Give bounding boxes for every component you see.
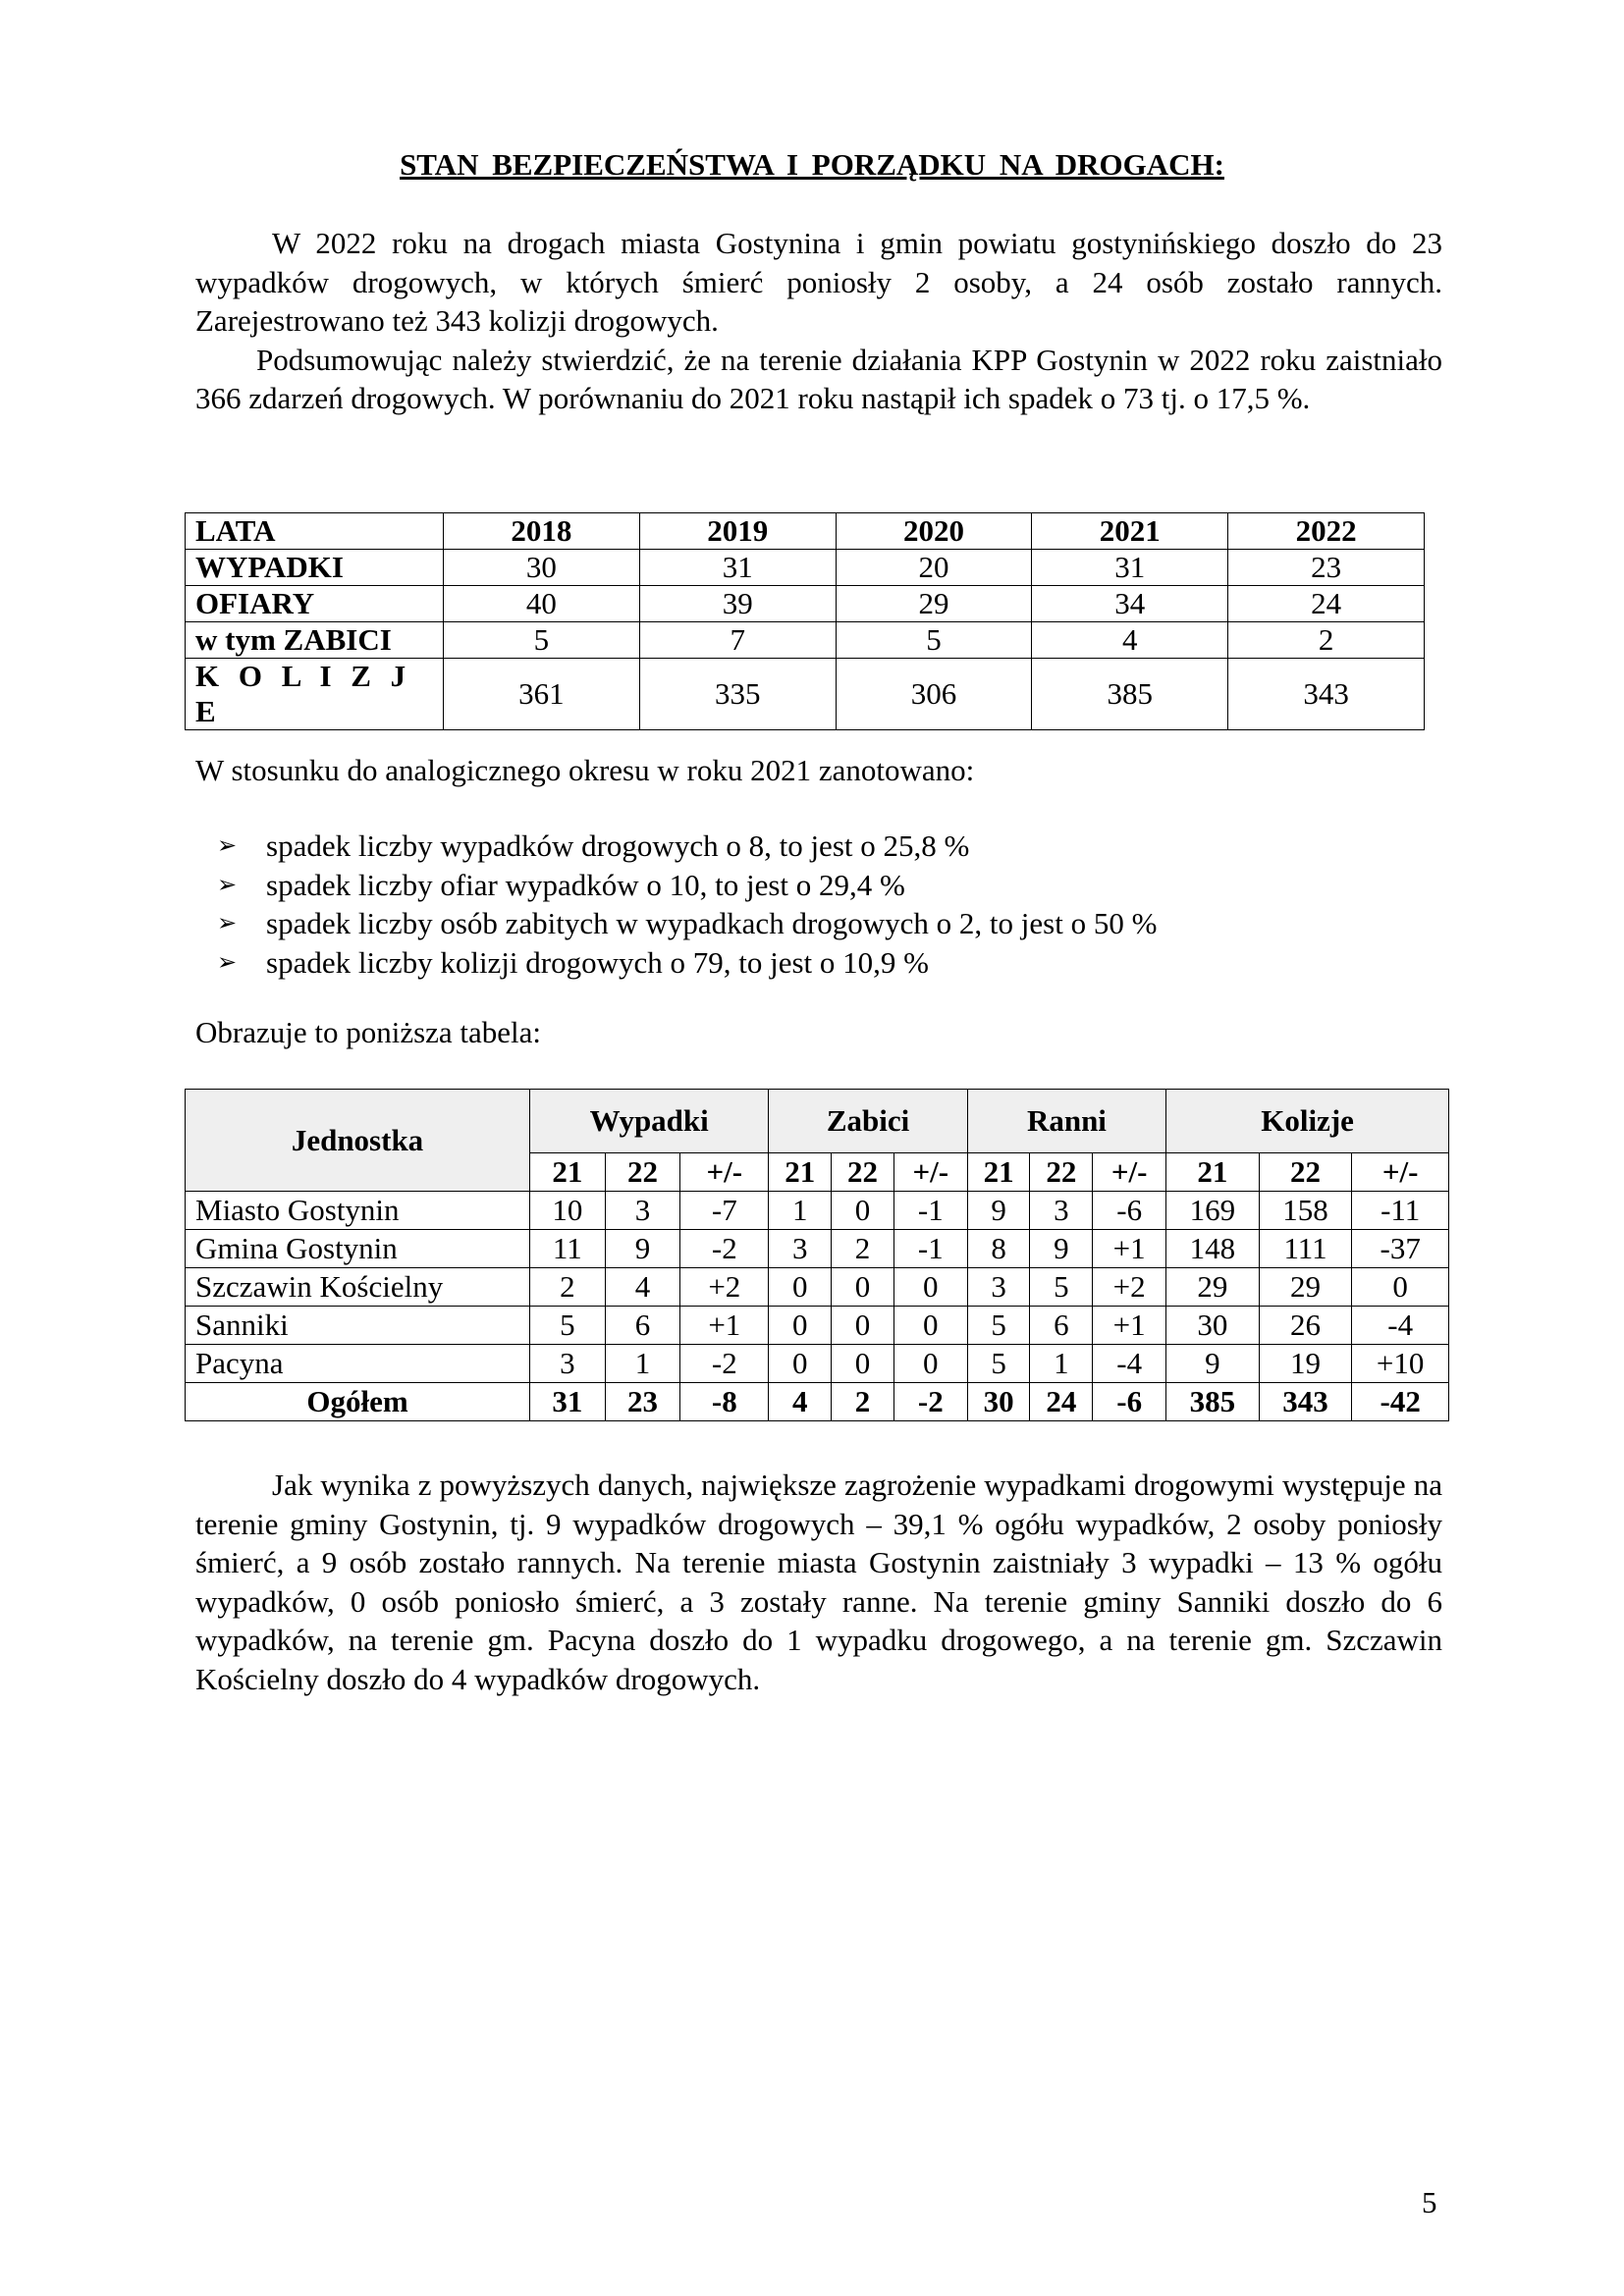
unit-name: Pacyna (186, 1345, 530, 1383)
table-cell: 24 (1228, 586, 1425, 622)
subheader-cell: 21 (967, 1153, 1030, 1192)
list-item-text: spadek liczby wypadków drogowych o 8, to jest o 25,8 % (266, 828, 970, 863)
table-cell: -7 (680, 1192, 769, 1230)
table-cell: +1 (680, 1307, 769, 1345)
table-cell: 9 (1166, 1345, 1260, 1383)
table-cell: 0 (832, 1345, 894, 1383)
table-row (186, 550, 1425, 586)
table-cell: 26 (1259, 1307, 1352, 1345)
table-cell: +1 (1093, 1307, 1166, 1345)
table-cell: 1 (605, 1345, 680, 1383)
table-cell: 29 (1259, 1268, 1352, 1307)
table-cell: 361 (444, 659, 640, 730)
page-title: STAN BEZPIECZEŃSTWA I PORZĄDKU NA DROGACH: (400, 147, 1224, 182)
table-cell: 5 (836, 622, 1032, 659)
subheader-cell: 22 (1030, 1153, 1093, 1192)
table-cell: -42 (1352, 1383, 1449, 1421)
list-item-text: spadek liczby osób zabitych w wypadkach drogowych o 2, to jest o 50 % (266, 906, 1158, 940)
table-cell: 158 (1259, 1192, 1352, 1230)
table-intro: Obrazuje to poniższa tabela: (195, 1015, 542, 1049)
table-row (186, 1230, 1449, 1268)
table-cell: 2 (530, 1268, 606, 1307)
subheader-cell: 22 (605, 1153, 680, 1192)
row-label: OFIARY (186, 586, 444, 622)
table-cell: -1 (893, 1230, 967, 1268)
table-cell: 0 (769, 1268, 832, 1307)
table-cell: 3 (769, 1230, 832, 1268)
table-row (186, 586, 1425, 622)
subheader-cell: +/- (893, 1153, 967, 1192)
table-cell: +2 (1093, 1268, 1166, 1307)
table-cell: 7 (639, 622, 836, 659)
table-row (186, 1307, 1449, 1345)
table-cell: 5 (1030, 1268, 1093, 1307)
header-cell: LATA (186, 513, 444, 550)
table-cell: -37 (1352, 1230, 1449, 1268)
table-cell: 31 (530, 1383, 606, 1421)
row-label: K O L I Z J E (186, 659, 444, 730)
list-item (217, 943, 1157, 983)
table-cell: 6 (605, 1307, 680, 1345)
table-cell: 1 (1030, 1345, 1093, 1383)
table-cell: 385 (1032, 659, 1228, 730)
table-cell: -11 (1352, 1192, 1449, 1230)
table-row (186, 659, 1425, 730)
table-cell: 31 (1032, 550, 1228, 586)
intro-paragraph-1: W 2022 roku na drogach miasta Gostynina i gmin powiatu gostynińskiego doszło do 23 wypadków drogowych, w których śmierć poniosły 2 osoby, a 24 osób zostało rannych. Zarejestrowano też 343 kolizji drogowych. (195, 226, 1442, 338)
table-cell: 30 (1166, 1307, 1260, 1345)
table-cell: 9 (605, 1230, 680, 1268)
table-cell: 3 (605, 1192, 680, 1230)
table-cell: 3 (967, 1268, 1030, 1307)
table-cell: 39 (639, 586, 836, 622)
table-cell: 10 (530, 1192, 606, 1230)
table-cell: 8 (967, 1230, 1030, 1268)
subheader-cell: 22 (1259, 1153, 1352, 1192)
subheader-cell: +/- (1093, 1153, 1166, 1192)
table-cell: +2 (680, 1268, 769, 1307)
header-cell: 2019 (639, 513, 836, 550)
table-cell: 0 (893, 1345, 967, 1383)
table-cell: 0 (832, 1268, 894, 1307)
table-cell: 30 (967, 1383, 1030, 1421)
table-cell: 3 (530, 1345, 606, 1383)
row-label: w tym ZABICI (186, 622, 444, 659)
unit-name: Sanniki (186, 1307, 530, 1345)
group-header: Wypadki (530, 1090, 769, 1153)
table-cell: 0 (893, 1268, 967, 1307)
table-cell: 4 (1032, 622, 1228, 659)
table-cell: 23 (1228, 550, 1425, 586)
table-cell: 335 (639, 659, 836, 730)
subheader-cell: 21 (530, 1153, 606, 1192)
table-row (186, 1268, 1449, 1307)
table-cell: -4 (1093, 1345, 1166, 1383)
table-cell: 5 (967, 1345, 1030, 1383)
table-cell: 2 (1228, 622, 1425, 659)
table-cell: -6 (1093, 1383, 1166, 1421)
table-cell: 5 (530, 1307, 606, 1345)
table-group-header-row (186, 1090, 1449, 1153)
list-item (217, 827, 1157, 866)
arrowhead-bullet-icon: ➢ (217, 870, 238, 898)
table-cell: +1 (1093, 1230, 1166, 1268)
table-cell: 9 (967, 1192, 1030, 1230)
intro-section (195, 224, 1442, 418)
table-cell: 2 (832, 1230, 894, 1268)
table-cell: 31 (639, 550, 836, 586)
table-cell: 0 (769, 1345, 832, 1383)
table-cell: 0 (893, 1307, 967, 1345)
yearly-statistics-table (185, 512, 1425, 730)
table-cell: 111 (1259, 1230, 1352, 1268)
list-item-text: spadek liczby ofiar wypadków o 10, to jest o 29,4 % (266, 867, 905, 902)
table-header-row (186, 513, 1425, 550)
table-cell: 343 (1259, 1383, 1352, 1421)
group-header: Ranni (967, 1090, 1165, 1153)
table-cell: 23 (605, 1383, 680, 1421)
table-cell: -2 (680, 1345, 769, 1383)
row-label: WYPADKI (186, 550, 444, 586)
table-cell: 343 (1228, 659, 1425, 730)
table-cell: 19 (1259, 1345, 1352, 1383)
page-number: 5 (1422, 2185, 1437, 2219)
table-cell: 3 (1030, 1192, 1093, 1230)
table-cell: 4 (605, 1268, 680, 1307)
subheader-cell: +/- (680, 1153, 769, 1192)
unit-header: Jednostka (186, 1090, 530, 1192)
list-item-text: spadek liczby kolizji drogowych o 79, to jest o 10,9 % (266, 944, 929, 980)
table-cell: 169 (1166, 1192, 1260, 1230)
table-cell: 40 (444, 586, 640, 622)
unit-name: Ogółem (186, 1383, 530, 1421)
header-cell: 2022 (1228, 513, 1425, 550)
table-cell: -8 (680, 1383, 769, 1421)
table-cell: 11 (530, 1230, 606, 1268)
table-cell: 30 (444, 550, 640, 586)
table-cell: -4 (1352, 1307, 1449, 1345)
table-cell: 29 (1166, 1268, 1260, 1307)
subheader-cell: 21 (1166, 1153, 1260, 1192)
table-cell: -6 (1093, 1192, 1166, 1230)
table-cell: 24 (1030, 1383, 1093, 1421)
table-cell: 0 (769, 1307, 832, 1345)
comparison-intro: W stosunku do analogicznego okresu w roku 2021 zanotowano: (195, 753, 975, 787)
units-statistics-table (185, 1089, 1449, 1421)
intro-paragraph-2: Podsumowując należy stwierdzić, że na terenie działania KPP Gostynin w 2022 roku zaistniało 366 zdarzeń drogowych. W porównaniu do 2021 roku nastąpił ich spadek o 73 tj. o 17,5 %. (195, 342, 1442, 415)
unit-name: Miasto Gostynin (186, 1192, 530, 1230)
table-cell: 6 (1030, 1307, 1093, 1345)
table-cell: 385 (1166, 1383, 1260, 1421)
table-cell: 2 (832, 1383, 894, 1421)
table-cell: 9 (1030, 1230, 1093, 1268)
table-cell: 4 (769, 1383, 832, 1421)
table-cell: 0 (832, 1192, 894, 1230)
table-row (186, 1345, 1449, 1383)
header-cell: 2018 (444, 513, 640, 550)
arrowhead-bullet-icon: ➢ (217, 909, 238, 936)
table-cell: 148 (1166, 1230, 1260, 1268)
table-row (186, 1192, 1449, 1230)
comparison-list (217, 827, 1157, 982)
header-cell: 2021 (1032, 513, 1228, 550)
unit-name: Szczawin Kościelny (186, 1268, 530, 1307)
table-cell: 5 (967, 1307, 1030, 1345)
table-cell: 34 (1032, 586, 1228, 622)
table-cell: 0 (832, 1307, 894, 1345)
table-cell: 1 (769, 1192, 832, 1230)
table-total-row (186, 1383, 1449, 1421)
table-cell: 5 (444, 622, 640, 659)
group-header: Kolizje (1166, 1090, 1449, 1153)
table-cell: 306 (836, 659, 1032, 730)
table-cell: -2 (680, 1230, 769, 1268)
summary-paragraph: Jak wynika z powyższych danych, największe zagrożenie wypadkami drogowymi występuje na terenie gminy Gostynin, tj. 9 wypadków drogowych – 39,1 % ogółu wypadków, 2 osoby poniosły śmierć, a 9 osób zostało rannych. Na terenie miasta Gostynin zaistniały 3 wypadki – 13 % ogółu wypadków, 0 osób poniosło śmierć, a 3 zostały ranne. Na terenie gminy Sanniki doszło do 6 wypadków, na terenie gm. Pacyna doszło do 1 wypadku drogowego, a na terenie gm. Szczawin Kościelny doszło do 4 wypadków drogowych. (195, 1468, 1442, 1696)
unit-name: Gmina Gostynin (186, 1230, 530, 1268)
list-item (217, 904, 1157, 943)
arrowhead-bullet-icon: ➢ (217, 947, 238, 976)
group-header: Zabici (769, 1090, 967, 1153)
header-cell: 2020 (836, 513, 1032, 550)
summary-section (195, 1466, 1442, 1698)
table-cell: 0 (1352, 1268, 1449, 1307)
units-table-body (186, 1192, 1449, 1421)
table-cell: +10 (1352, 1345, 1449, 1383)
subheader-cell: 22 (832, 1153, 894, 1192)
table-cell: -2 (893, 1383, 967, 1421)
subheader-cell: 21 (769, 1153, 832, 1192)
table-row (186, 622, 1425, 659)
table-cell: -1 (893, 1192, 967, 1230)
subheader-cell: +/- (1352, 1153, 1449, 1192)
list-item (217, 866, 1157, 905)
arrowhead-bullet-icon: ➢ (217, 831, 238, 859)
table-cell: 20 (836, 550, 1032, 586)
table-cell: 29 (836, 586, 1032, 622)
